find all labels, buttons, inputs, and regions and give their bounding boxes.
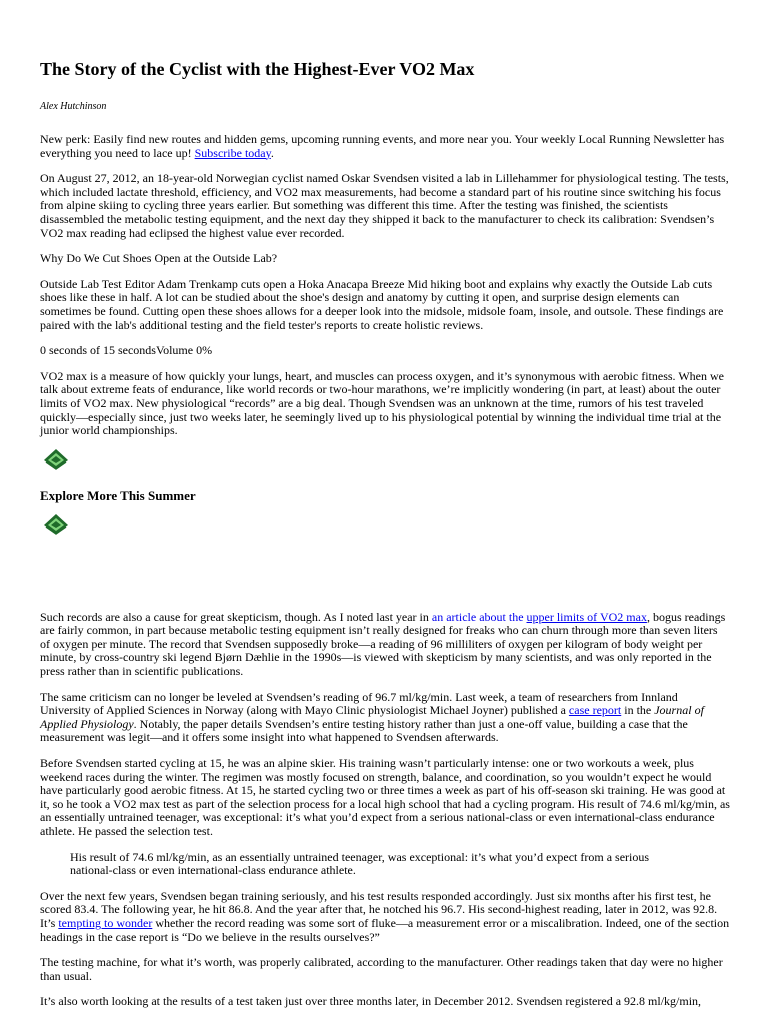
video-description: Outside Lab Test Editor Adam Trenkamp cuts open a Hoka Anacapa Breeze Mid hiking boot and explains why exactly the Outside Lab cuts shoes like these in half. A lot can be studied about the shoe's design and anatomy by cutting it open, and surprise design elements can sometimes be found. Cutting open these shoes allows for a deeper look into the midsole, midsole foam, insole, and outsole. These findings are paired with the lab's additional testing and the field tester's reports to create holistic reviews. [40, 276, 724, 332]
tempting-to-wonder-link[interactable]: tempting to wonder [58, 915, 153, 930]
video-title: Why Do We Cut Shoes Open at the Outside Lab? [40, 251, 278, 266]
paragraph-6-b: whether the record reading was some sort of fluke—a measurement error or a miscalibration. Indeed, one of the section headings in the case report is “Do we believe in the results ourselves?” [40, 915, 730, 944]
newsletter-promo [40, 133, 730, 160]
journal-name: Journal of Applied Physiology [40, 703, 704, 731]
paragraph-4-a: The same criticism can no longer be leveled at Svendsen’s reading of 96.7 ml/kg/min. Last week, a team of researchers from Innland University of Applied Sciences in Norway (along with Mayo Clinic physiologist Michael Joyner) published a [40, 689, 678, 718]
paragraph-3-b: , bogus readings are fairly common, in part because metabolic testing equipment isn’t really designed for freaks who can churn through more than seven liters of oxygen per minute. The record that Svendsen supposedly broke—a reading of 96 milliliters of oxygen per kilogram of body weight per minute, by cross-country ski legend Bjørn Dæhlie in the 1990s—is viewed with skepticism by many scientists, and was only reported in the press rather than in scientific publications. [40, 609, 726, 679]
paragraph-2: VO2 max is a measure of how quickly your lungs, heart, and muscles can process oxygen, and it’s synonymous with aerobic fitness. When we talk about extreme feats of endurance, like world records or two-hour marathons, we’re implicitly wondering (in part, at least) about the outer limits of VO2 max. New physiological “records” are a big deal. Though Svendsen was an unknown at the time, rumors of his test traveled quickly—especially since, just two weeks later, he seemingly lived up to his physiological potential by winning the individual time trial at the junior world championships. [40, 368, 724, 438]
paragraph-3 [40, 611, 730, 679]
newsletter-promo-end: . [270, 145, 274, 160]
paragraph-1: On August 27, 2012, an 18-year-old Norwegian cyclist named Oskar Svendsen visited a lab in Lillehammer for physiological testing. The tests, which included lactate threshold, efficiency, and VO2 max measurements, had become a standard part of his routine since switching his focus from alpine skiing to cycling three years earlier. But something was different this time. After the testing was finished, the scientists disassembled the metabolic testing equipment, and the next day they shipped it back to the manufacturer to check its calibration: Svendsen’s VO2 max reading had eclipsed the highest value ever recorded. [40, 171, 729, 240]
vo2-link-underlined: upper limits of VO2 max [526, 609, 647, 624]
pull-quote: His result of 74.6 ml/kg/min, as an essentially untrained teenager, was exceptional: it’s what you’d expect from a serious national-class or even international-class endurance athlete. [70, 849, 650, 878]
paragraph-3-a: Such records are also a cause for great skepticism, though. As I noted last year in [40, 609, 432, 624]
paragraph-4-b: in the [621, 703, 655, 718]
outside-logo-icon[interactable] [43, 448, 69, 470]
subscribe-link[interactable]: Subscribe today [194, 145, 271, 160]
author-byline: Alex Hutchinson [40, 101, 107, 112]
paragraph-4-c: . Notably, the paper details Svendsen’s entire testing history rather than just a one-off value, building a case that the measurement was legit—and it offers some insight into what happened to Svendsen afterwards. [40, 716, 688, 745]
outside-logo-icon[interactable] [43, 513, 69, 535]
explore-icon-wrap-2 [40, 513, 730, 539]
paragraph-6 [40, 890, 730, 944]
paragraph-4 [40, 691, 730, 745]
vo2-link-prefix: an article about the [431, 609, 527, 624]
paragraph-6-a: Over the next few years, Svendsen began training seriously, and his test results responded accordingly. Just six months after his first test, he scored 83.4. The following year, he hit 86.8. And the year after that, he notched his 96.7. His second-highest reading, later in 2012, was 92.8. It’s [40, 888, 718, 930]
newsletter-promo-text: New perk: Easily find new routes and hidden gems, upcoming running events, and more near you. Your weekly Local Running Newsletter has everything you need to lace up! [40, 132, 725, 160]
article-title: The Story of the Cyclist with the Highest-Ever VO2 Max [40, 59, 475, 79]
ad-spacer [40, 539, 730, 599]
explore-heading: Explore More This Summer [40, 487, 196, 503]
vo2-limits-article-link[interactable] [432, 610, 647, 624]
paragraph-5: Before Svendsen started cycling at 15, he was an alpine skier. His training wasn’t particularly intense: one or two workouts a week, plus weekend races during the winter. The regimen was mostly focused on strength, balance, and coordination, so you wouldn’t expect he would have particularly good aerobic fitness. At 15, he started cycling two or three times a week as part of his off-season ski training. He was good at it, so he took a VO2 max test as part of the selection process for a local high school that had a cycling program. His result of 74.6 ml/kg/min, as an essentially untrained teenager, was exceptional: it’s what you’d expect from a serious national-class or even international-class endurance athlete. He passed the selection test. [40, 756, 730, 838]
case-report-link[interactable]: case report [568, 703, 622, 718]
paragraph-8: It’s also worth looking at the results of a test taken just over three months later, in December 2012. Svendsen registered a 92.8 ml/kg/min, [40, 994, 702, 1009]
video-player-status: 0 seconds of 15 secondsVolume 0% [40, 343, 213, 358]
paragraph-7: The testing machine, for what it’s worth, was properly calibrated, according to the manufacturer. Other readings taken that day were no higher than usual. [40, 955, 723, 983]
article [40, 59, 730, 1009]
explore-icon-wrap [40, 448, 730, 474]
